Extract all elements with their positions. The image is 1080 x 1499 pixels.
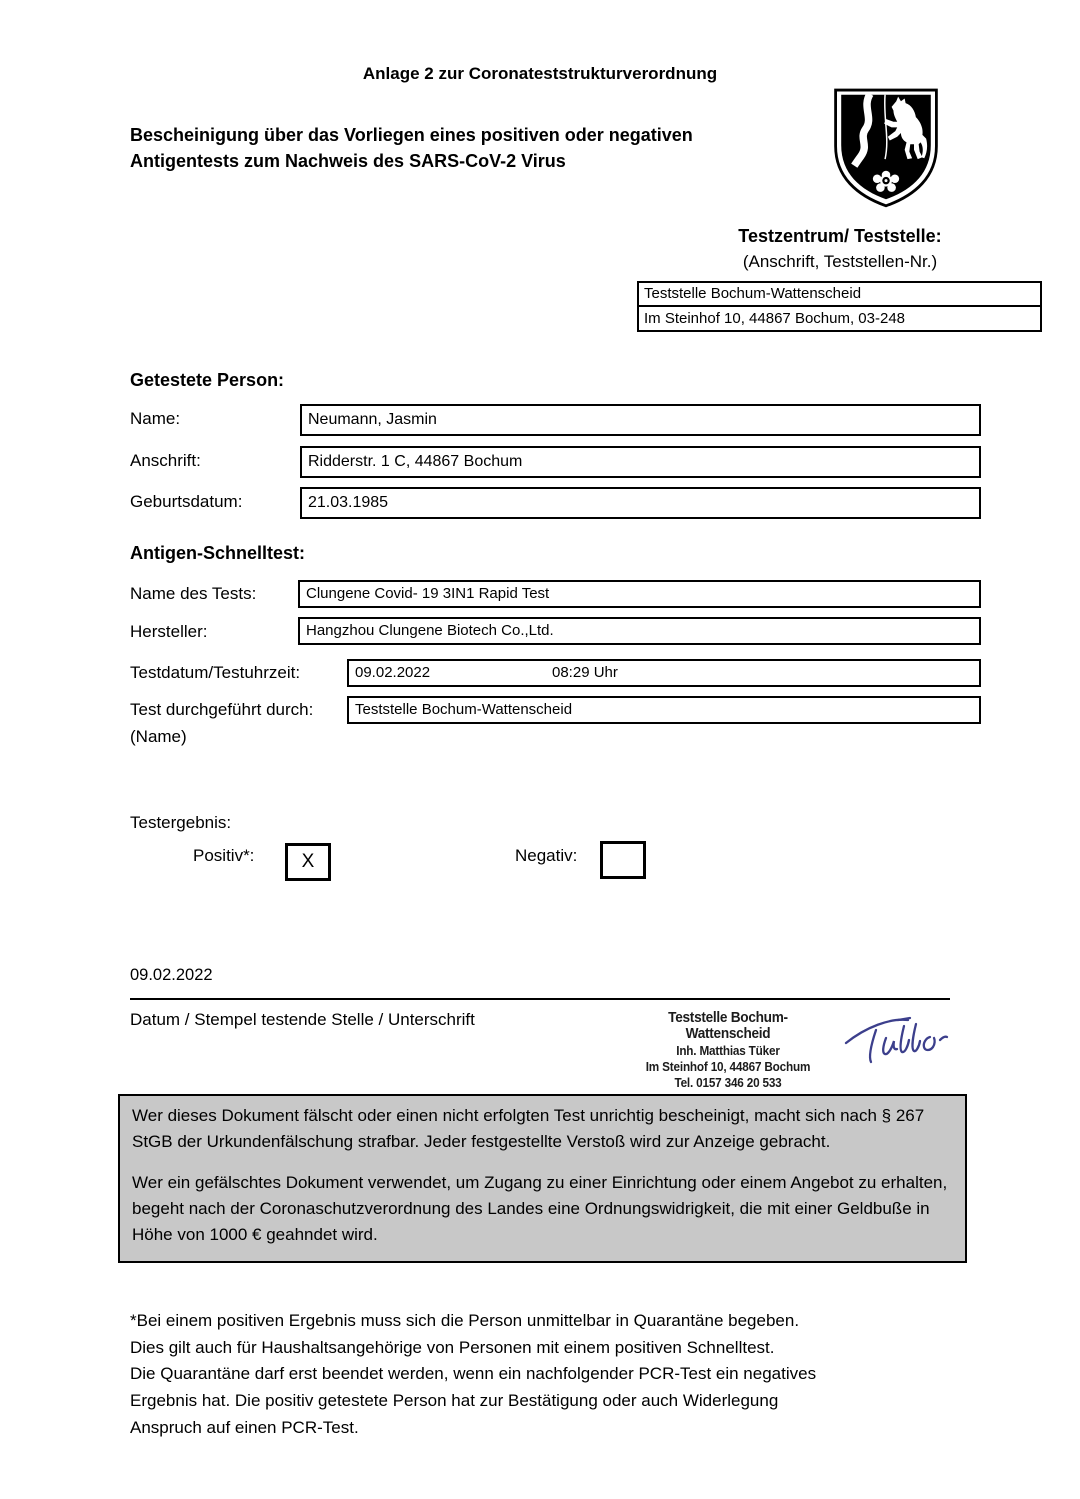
annex-title: Anlage 2 zur Coronateststrukturverordnung <box>362 64 718 83</box>
test-date: 09.02.2022 <box>355 664 431 681</box>
test-datetime-field[interactable] <box>347 659 981 687</box>
manufacturer-field[interactable]: Hangzhou Clungene Biotech Co.,Ltd. <box>298 617 981 645</box>
performed-by-sublabel: (Name) <box>130 727 187 746</box>
test-section-title: Antigen-Schnelltest: <box>130 543 306 563</box>
name-field[interactable]: Neumann, Jasmin <box>300 404 981 436</box>
handwritten-signature <box>838 1003 968 1078</box>
result-section-title: Testergebnis: <box>130 813 232 832</box>
person-section-title: Getestete Person: <box>130 370 285 390</box>
footnote-line: *Bei einem positiven Ergebnis muss sich die Person unmittelbar in Quarantäne begeben. <box>130 1311 800 1330</box>
test-datetime-label: Testdatum/Testuhrzeit: <box>130 663 301 682</box>
footnote-line: Ergebnis hat. Die positiv getestete Person hat zur Bestätigung oder auch Widerlegung <box>130 1391 779 1411</box>
performed-by-field[interactable]: Teststelle Bochum-Wattenscheid <box>347 696 981 724</box>
quarantine-footnote <box>130 1308 970 1441</box>
address-label: Anschrift: <box>130 451 201 470</box>
test-name-field[interactable]: Clungene Covid- 19 3IN1 Rapid Test <box>298 580 981 608</box>
stamp-line: Teststelle Bochum-Wattenscheid <box>668 1010 788 1042</box>
birthdate-field[interactable]: 21.03.1985 <box>300 487 981 519</box>
test-center-name-field[interactable]: Teststelle Bochum-Wattenscheid <box>637 281 1042 307</box>
warning-paragraph-1: Wer dieses Dokument fälscht oder einen nicht erfolgten Test unrichtig bescheinigt, macht sich nach § 267 StGB der Urkundenfälschung strafbar. Jeder festgestellte Verstoß wird zur Anzeige gebracht. <box>132 1106 925 1152</box>
manufacturer-label: Hersteller: <box>130 622 208 641</box>
footnote-line: Anspruch auf einen PCR-Test. <box>130 1417 359 1437</box>
signature-line <box>130 998 950 1000</box>
footnote-line: Dies gilt auch für Haushaltsangehörige von Personen mit einem positiven Schnelltest. <box>130 1337 775 1357</box>
legal-warning-box <box>118 1094 967 1263</box>
warning-paragraph-2: Wer ein gefälschtes Dokument verwendet, um Zugang zu einer Einrichtung oder einem Angebot zu erhalten, begeht nach der Coronaschutzverordnung des Landes eine Ordnungswidrigkeit, die mit einer Geldbuße in Höhe von 1000 € geahndet wird. <box>132 1172 948 1245</box>
performed-by-label: Test durchgeführt durch: <box>130 700 314 719</box>
test-center-label: Testzentrum/ Teststelle: <box>738 226 942 246</box>
test-center-stamp <box>628 1010 827 1090</box>
negative-checkbox[interactable] <box>600 841 646 879</box>
issue-date: 09.02.2022 <box>130 966 213 984</box>
test-center-address-field[interactable]: Im Steinhof 10, 44867 Bochum, 03-248 <box>637 305 1042 332</box>
name-label: Name: <box>130 409 181 428</box>
test-center-sublabel: (Anschrift, Teststellen-Nr.) <box>742 252 938 271</box>
nrw-coat-of-arms-icon <box>830 86 942 208</box>
address-field[interactable]: Ridderstr. 1 C, 44867 Bochum <box>300 446 981 478</box>
test-name-label: Name des Tests: <box>130 584 257 603</box>
test-time: 08:29 Uhr <box>552 664 618 681</box>
stamp-line: Tel. 0157 346 20 533 <box>674 1076 782 1090</box>
stamp-line: Inh. Matthias Tüker <box>676 1044 780 1058</box>
signature-caption: Datum / Stempel testende Stelle / Unterschrift <box>130 1010 475 1029</box>
footnote-line: Die Quarantäne darf erst beendet werden, wenn ein nachfolgender PCR-Test ein negatives <box>130 1364 817 1384</box>
positive-checkbox[interactable]: X <box>285 843 331 881</box>
positive-label: Positiv*: <box>193 846 255 865</box>
birthdate-label: Geburtsdatum: <box>130 492 243 511</box>
document-heading: Bescheinigung über das Vorliegen eines positiven oder negativen Antigentests zum Nachweis des SARS-CoV-2 Virus <box>130 125 693 172</box>
stamp-line: Im Steinhof 10, 44867 Bochum <box>645 1060 811 1074</box>
negative-label: Negativ: <box>515 846 578 865</box>
